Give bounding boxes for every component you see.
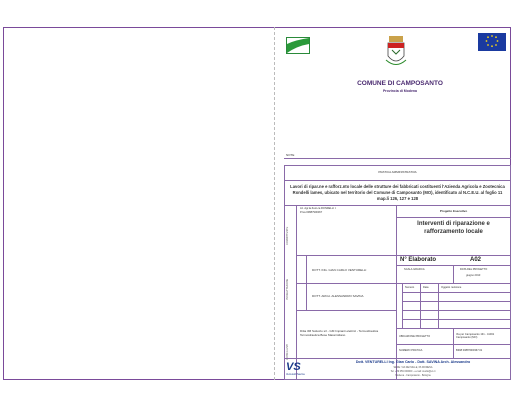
divider <box>396 344 511 345</box>
practice-type: PRATICA AMMINISTRATIVA <box>378 170 417 174</box>
date-label: DATA DEL PROGETTO <box>460 268 488 271</box>
elaborato-label: N° Elaborato <box>400 257 437 263</box>
divider <box>396 205 397 380</box>
elaborato-code: A02 <box>470 257 482 263</box>
municipality-title: COMUNE DI CAMPOSANTO <box>357 80 443 87</box>
divider <box>284 158 511 159</box>
date-value: giugno 2013 <box>466 274 481 277</box>
divider <box>453 328 454 358</box>
province-subtitle: Provincia di Modena <box>382 89 418 93</box>
client-name: Az. Agr.la Zoot.ca RONDELLI I. <box>300 207 337 210</box>
designer-1: DOTT. ING. GIAN CARLO VENTURELLI <box>312 268 367 272</box>
rev-col-number: Numero <box>405 286 415 289</box>
divider <box>296 255 511 256</box>
divider <box>284 180 511 181</box>
client-vat: P.Iva 00887900367 <box>300 210 323 214</box>
label-progettazione: PROGETTAZIONE <box>286 278 289 300</box>
studio-contacts: Tel. +39 059 000000 - e-mail: studio@vs.it <box>390 370 436 373</box>
divider <box>284 205 511 206</box>
note-label: NOTE <box>286 153 295 157</box>
divider <box>396 217 511 218</box>
studio-offices: Modena - Camposanto - Bologna <box>395 374 431 377</box>
studio-logo: VS <box>286 361 301 373</box>
drawing-title: Interventi di riparazione e rafforzamento locale <box>417 221 490 235</box>
municipal-crest-icon <box>385 36 407 68</box>
consultants: Ditta 3M Sottozio srl - GM Impianti elettrici - Termoidraulica Termoidraulica Bose Massimiliano <box>300 329 379 337</box>
label-consulenti: CONSULENTI <box>286 343 289 360</box>
designer-2: DOTT. ARCH. ALESSANDRO SAVINA <box>312 294 364 298</box>
fold-line <box>274 27 275 380</box>
divider <box>296 283 396 284</box>
divider <box>402 301 511 302</box>
divider <box>453 265 454 283</box>
rev-col-date: Data <box>423 286 429 289</box>
studio-name: Dott. VENTURELLI Ing. Gian Carlo - Dott. SAVINA Arch. Alessandro <box>355 360 471 364</box>
divider <box>396 283 511 284</box>
divider <box>402 310 511 311</box>
practice-number-label: NUMERO PRATICA <box>399 349 423 352</box>
label-committente: COMMITTENTE <box>286 226 289 245</box>
location-label: UBICAZIONE PROGETTO <box>399 335 431 338</box>
practice-number-value: B398 00887900367.01 <box>456 349 483 352</box>
studio-logo-sub: Venturelli Savina <box>286 373 305 376</box>
region-flag-icon <box>286 37 310 54</box>
phase: Progetto Esecutivo <box>439 209 468 213</box>
divider <box>402 292 511 293</box>
divider <box>296 205 297 380</box>
client-block <box>300 207 336 214</box>
project-description: Lavori di ripar.ne e rafforz.nto locale delle strutture dei fabbricati costituenti l'Azienda Agricola e Zootecnica Rondelli lames, ubicato nel territorio del Comune di Camposanto (MO), identificato al N.C.E.U. al foglio 11 map.li 126, 127 e 128 <box>290 184 505 201</box>
divider <box>438 283 439 328</box>
rev-col-subject: Oggetto revisione <box>441 286 462 289</box>
location-value: Via per Camposanto 131 - 41031 Camposanto (MO) <box>456 333 495 340</box>
scale-label: SCALA GRAFICA <box>404 268 425 271</box>
divider <box>296 310 396 311</box>
studio-address: SEDE: VIA DEI MILLE, 66 MODENA <box>393 366 433 369</box>
divider <box>402 283 403 328</box>
divider <box>402 319 511 320</box>
eu-flag-icon <box>478 33 506 51</box>
divider <box>284 358 511 359</box>
divider <box>420 283 421 328</box>
